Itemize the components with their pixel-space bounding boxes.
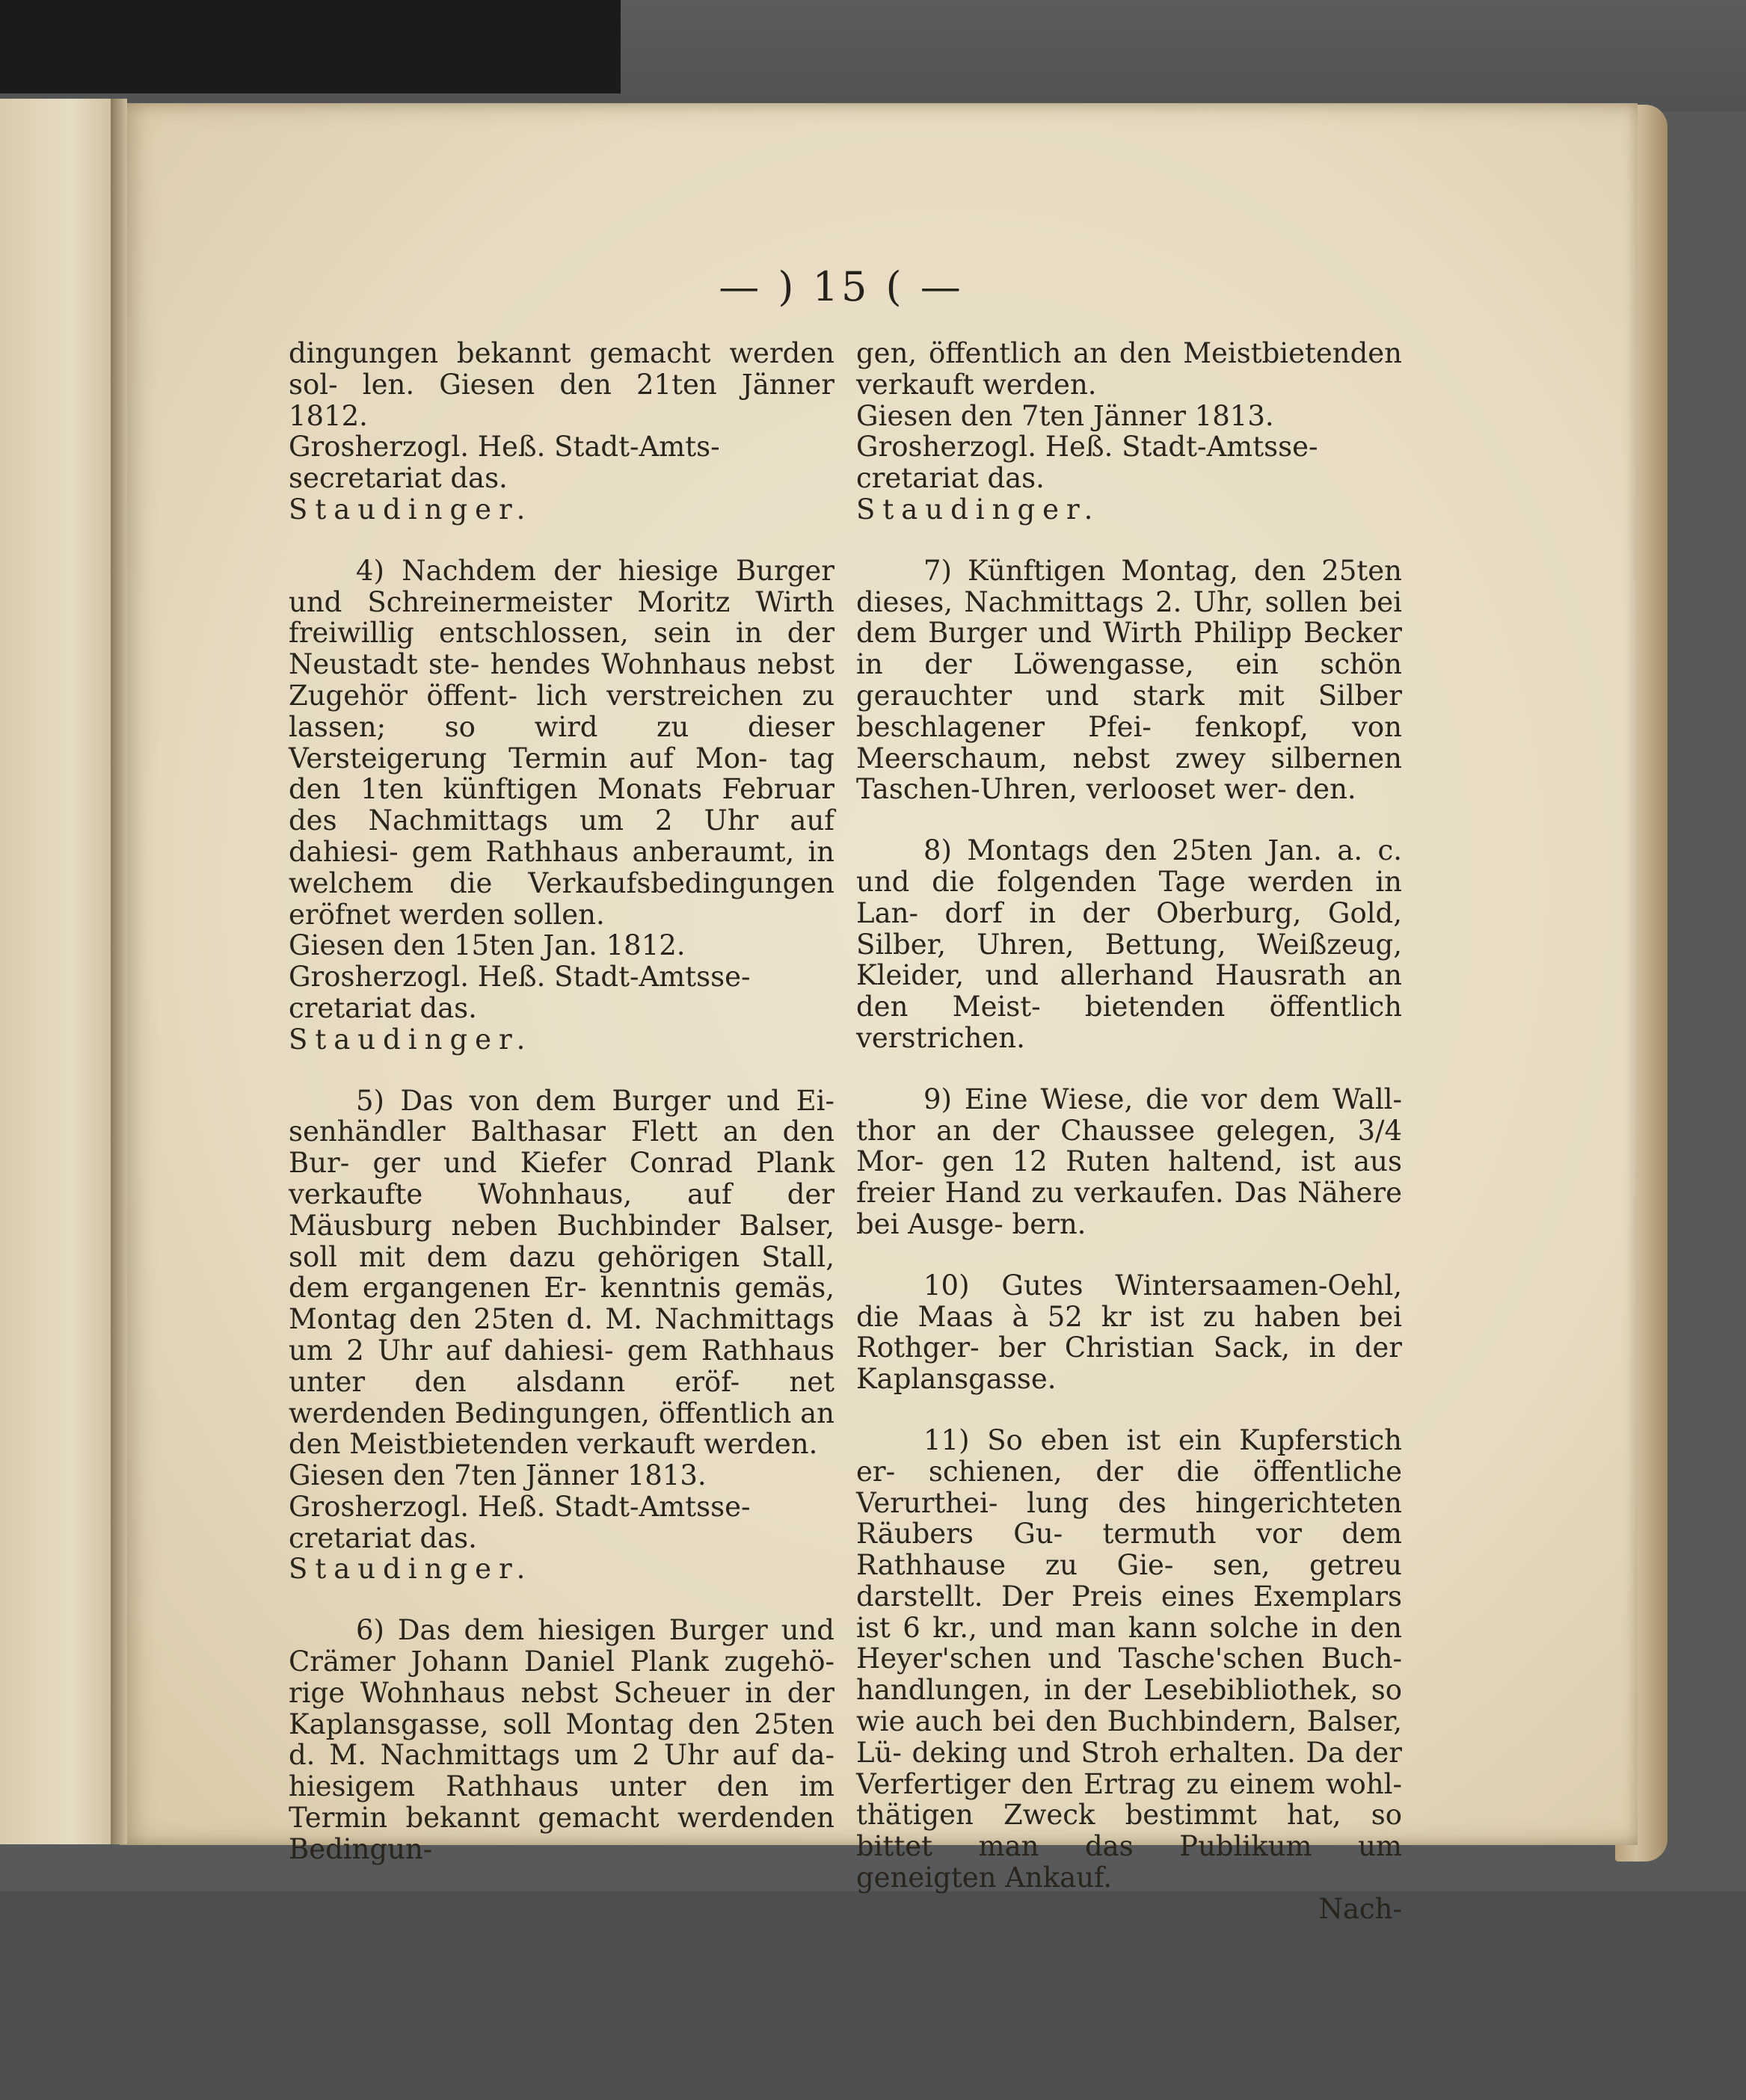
office-line-2: cretariat das. <box>289 1521 477 1554</box>
facing-page-edge <box>0 99 120 1844</box>
notice-text: 5) Das von dem Burger und Ei- senhändler Balthasar Flett an den Bur- ger und Kiefer Conrad Plank verkaufte Wohnhaus, auf der Mäusburg neben Buchbinder Balser, soll mit dem dazu gehörigen Stall, dem ergangenen Er- kenntnis gemäs, Montag den 25ten d. M. Nachmittags um 2 Uhr auf dahiesi- gem Rathhaus unter den alsdann eröf- net werdenden Bedingungen, öffentlich an den Meistbietenden verkauft werden. <box>289 1084 834 1461</box>
location-date: Giesen den 15ten Jan. 1812. <box>289 929 686 962</box>
signature-name: Staudinger. <box>289 1553 533 1586</box>
notice-text: 7) Künftigen Montag, den 25ten dieses, Nachmittags 2. Uhr, sollen bei dem Burger und Wirth Philipp Becker in der Löwengasse, ein schön gerauchter und stark mit Silber beschlagener Pfei- fenkopf, von Meerschaum, nebst zwey silbernen Taschen-Uhren, verlooset wer- den. <box>856 554 1402 806</box>
notice-5 <box>289 1086 834 1586</box>
notice-6-continuation <box>856 338 1402 526</box>
notice-continuation <box>289 338 834 526</box>
office-line-1: Grosherzogl. Heß. Stadt-Amtsse- <box>289 961 751 994</box>
notice-6 <box>289 1615 834 1865</box>
signature-name: Staudinger. <box>289 493 533 526</box>
left-column <box>289 338 834 1895</box>
right-column <box>856 338 1402 1925</box>
notice-text: 4) Nachdem der hiesige Burger und Schreinermeister Moritz Wirth freiwillig entschlossen, sein in der Neustadt ste- hendes Wohnhaus nebst Zugehör öffent- lich verstreichen zu lassen; so wird zu dieser Versteigerung Termin auf Mon- tag den 1ten künftigen Monats Februar des Nachmittags um 2 Uhr auf dahiesi- gem Rathhaus anberaumt, in welchem die Verkaufsbedingungen eröfnet werden sollen. <box>289 554 834 931</box>
notice-8 <box>856 835 1402 1054</box>
location-date: Giesen den 7ten Jänner 1813. <box>856 399 1274 432</box>
notice-text: dingungen bekannt gemacht werden sol- len. Giesen den 21ten Jänner 1812. <box>289 337 834 432</box>
notice-text: 8) Montags den 25ten Jan. a. c. und die folgenden Tage werden in Lan- dorf in der Oberburg, Gold, Silber, Uhren, Bettung, Weißzeug, Kleider, und allerhand Hausrath an den Meist- bietenden öffentlich verstrichen. <box>856 834 1402 1054</box>
notice-text: gen, öffentlich an den Meistbietenden verkauft werden. <box>856 337 1402 401</box>
notice-9 <box>856 1084 1402 1240</box>
signature-name: Staudinger. <box>856 493 1101 526</box>
signature-name: Staudinger. <box>289 1023 533 1056</box>
notice-text: 10) Gutes Wintersaamen-Oehl, die Maas à 52 kr ist zu haben bei Rothger- ber Christian Sack, in der Kaplansgasse. <box>856 1269 1402 1396</box>
office-line-1: Grosherzogl. Heß. Stadt-Amts- <box>289 431 720 464</box>
notice-11 <box>856 1425 1402 1894</box>
notice-text: 6) Das dem hiesigen Burger und Crämer Johann Daniel Plank zugehö- rige Wohnhaus nebst Scheuer in der Kaplansgasse, soll Montag den 25ten d. M. Nachmittags um 2 Uhr auf da- hiesigem Rathhaus unter den im Termin bekannt gemacht werdenden Bedingun- <box>289 1614 834 1865</box>
office-line-1: Grosherzogl. Heß. Stadt-Amtsse- <box>289 1490 751 1523</box>
page-number: — ) 15 ( — <box>719 263 964 310</box>
notice-7 <box>856 555 1402 805</box>
catchword: Nach- <box>1318 1892 1402 1925</box>
office-line-2: cretariat das. <box>856 462 1045 495</box>
notice-10 <box>856 1270 1402 1395</box>
location-date: Giesen den 7ten Jänner 1813. <box>289 1459 707 1492</box>
office-line-2: secretariat das. <box>289 462 508 495</box>
notice-4 <box>289 555 834 1056</box>
office-line-1: Grosherzogl. Heß. Stadt-Amtsse- <box>856 431 1318 464</box>
page-gutter <box>111 99 127 1844</box>
background-shadow <box>0 0 621 93</box>
notice-text: 11) So eben ist ein Kupferstich er- schienen, der die öffentliche Verurthei- lung des hingerichteten Räubers Gu- termuth vor dem Rathhause zu Gie- sen, getreu darstellt. Der Preis eines Exemplars ist 6 kr., und man kann solche in den Heyer'schen und Tasche'schen Buch- handlungen, in der Lesebibliothek, so wie auch bei den Buchbindern, Balser, Lü- deking und Stroh erhalten. Da der Verfertiger den Ertrag zu einem wohl- thätigen Zweck bestimmt hat, so bittet man das Publikum um geneigten Ankauf. <box>856 1423 1402 1894</box>
notice-text: 9) Eine Wiese, die vor dem Wall- thor an der Chaussee gelegen, 3/4 Mor- gen 12 Ruten haltend, ist aus freier Hand zu verkaufen. Das Nähere bei Ausge- bern. <box>856 1083 1402 1240</box>
office-line-2: cretariat das. <box>289 991 477 1024</box>
